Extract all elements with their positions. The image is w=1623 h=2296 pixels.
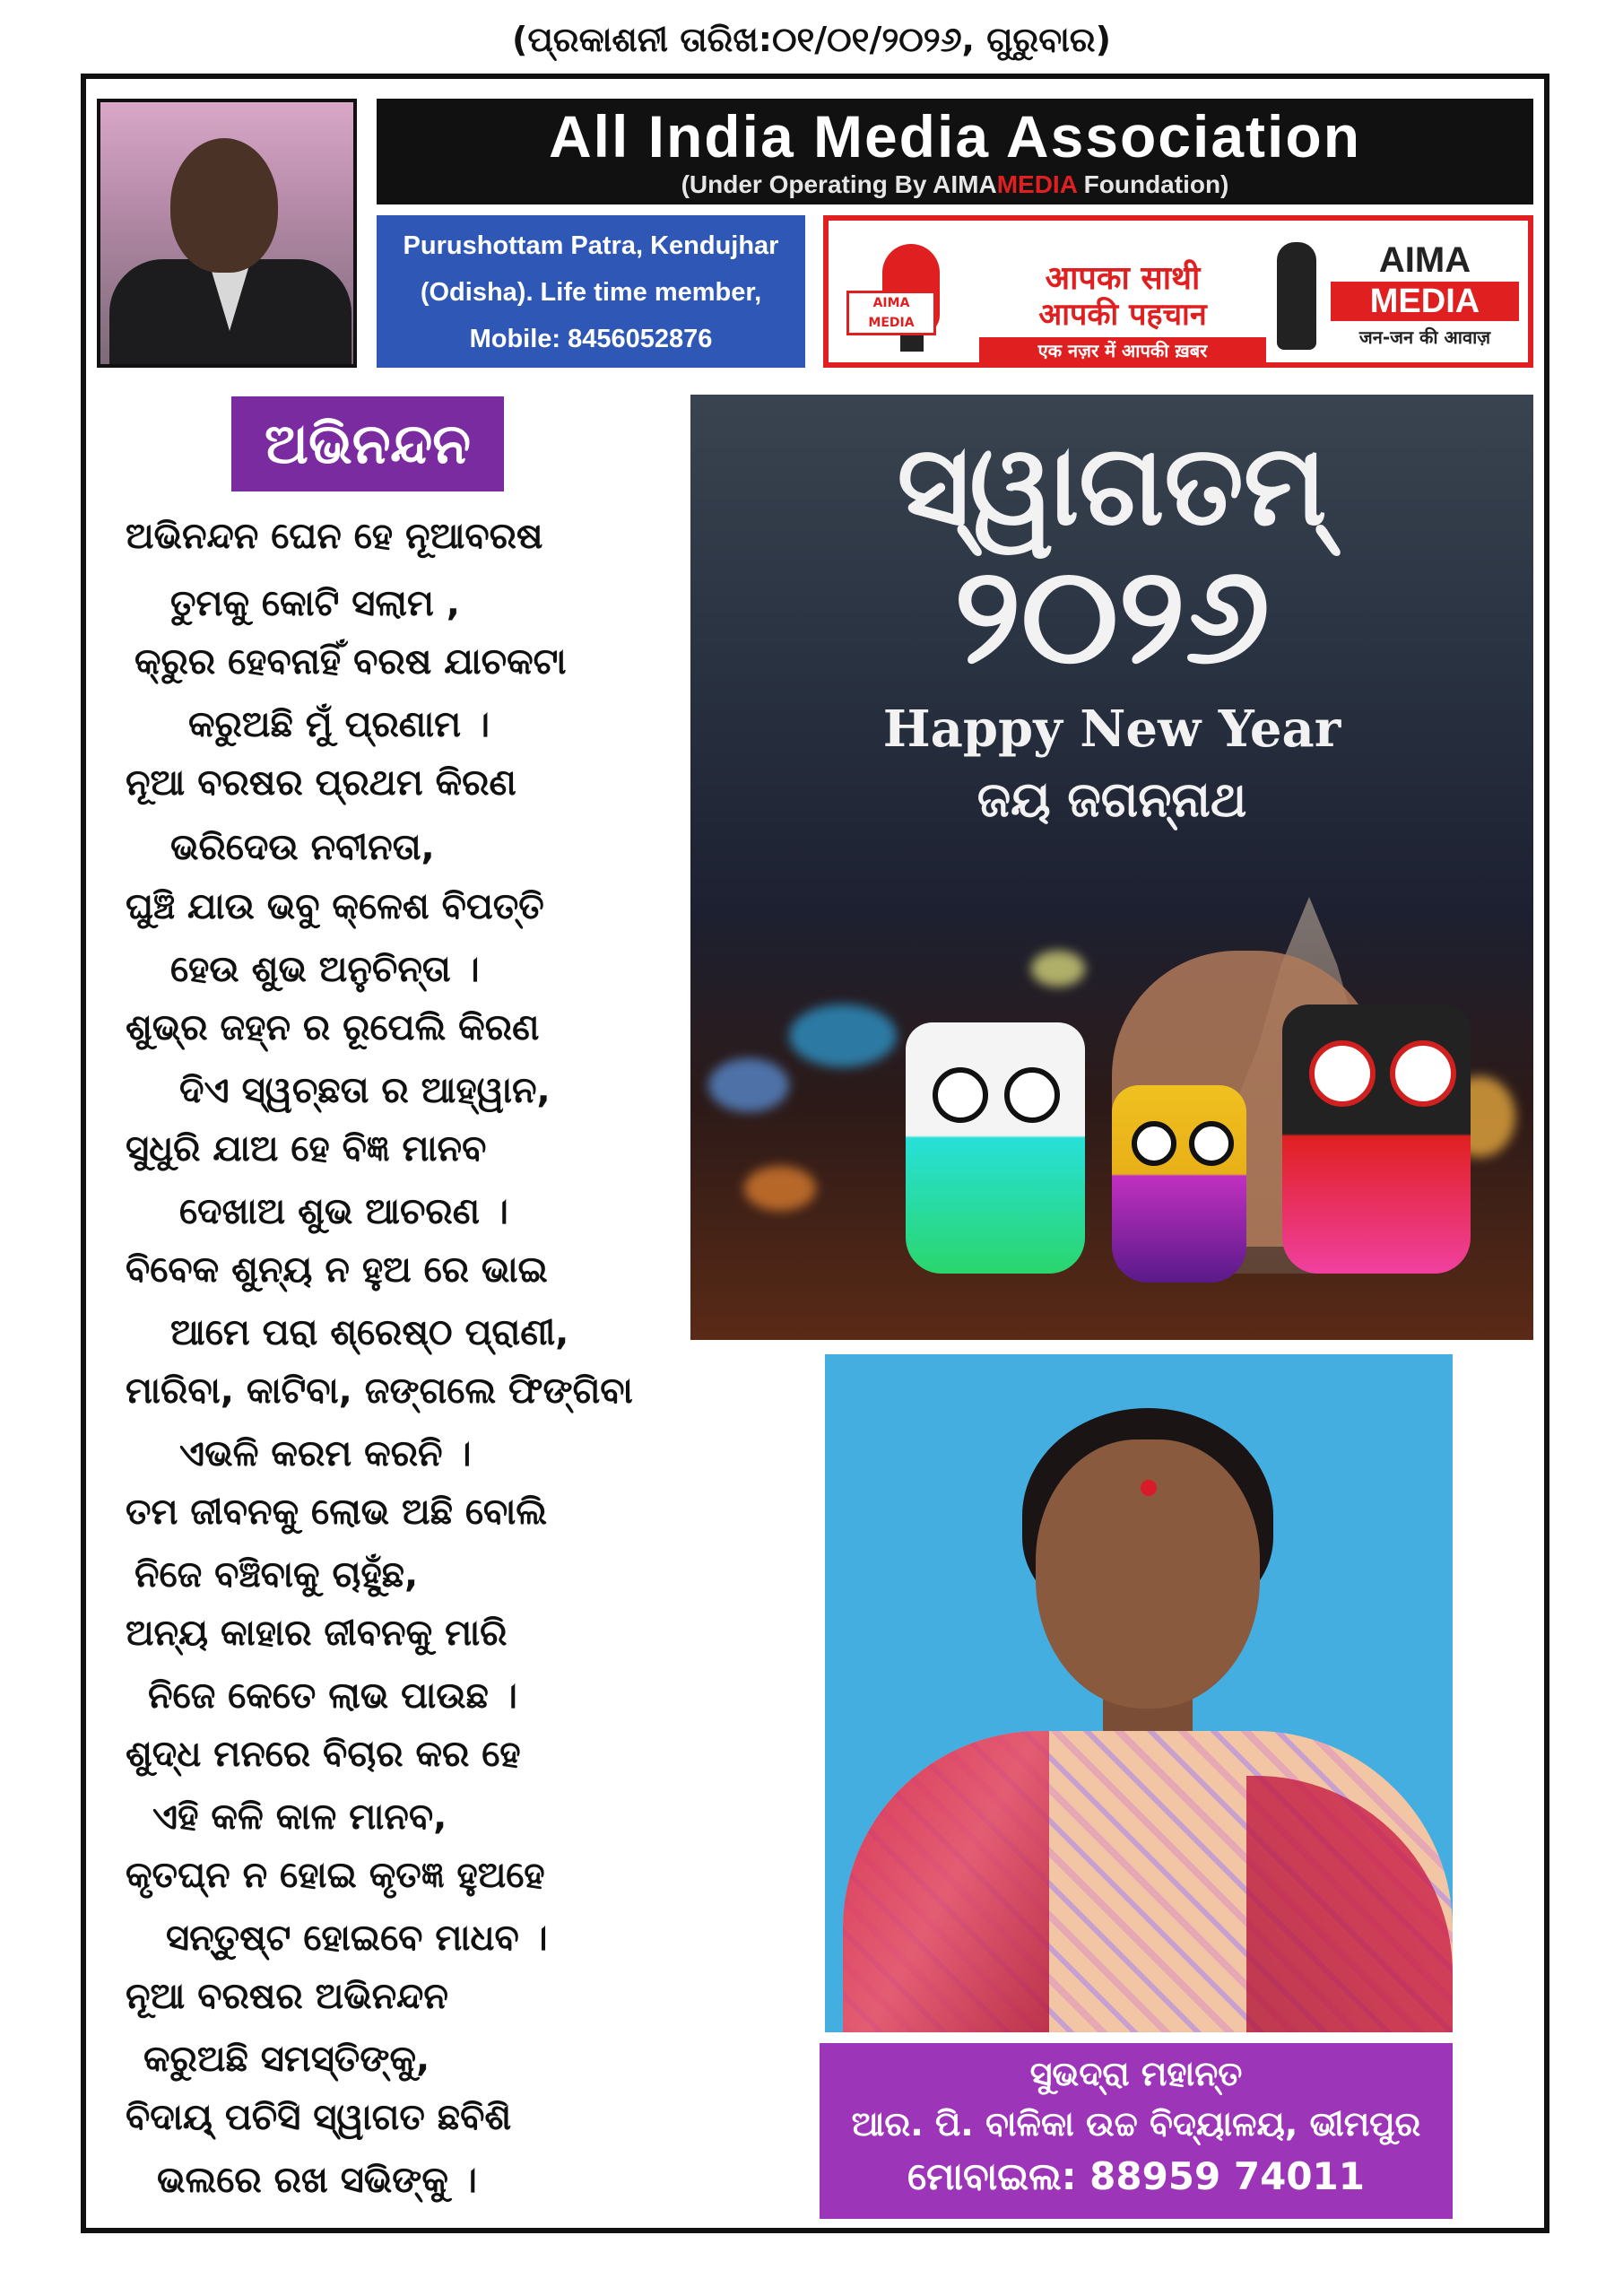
bokeh-light — [708, 1058, 789, 1112]
poem-line: ଦିଏ ସ୍ୱଚ୍ଛତା ର ଆହ୍ୱାନ, — [179, 1070, 551, 1111]
poem-line: ଶୁଭ୍ର ଜହ୍ନ ର ରୂପେଲି କିରଣ — [126, 1007, 540, 1048]
poem-line: ଅନ୍ୟ କାହାର ଜୀବନକୁ ମାରି — [126, 1613, 508, 1654]
poem-line: କୃତଘ୍ନ ନ ହୋଇ କୃତଜ୍ଞ ହୁଅହେ — [126, 1855, 545, 1896]
member-info-line: Purushottam Patra, Kendujhar — [403, 231, 779, 260]
doll-eye — [1004, 1067, 1060, 1123]
poem-line: କ୍ରୁର ହେବନାହିଁ ବରଷ ଯାଚକଟା — [135, 641, 567, 683]
greeting-year: ୨୦୨୬ — [953, 538, 1271, 694]
member-info-line: (Odisha). Life time member, — [420, 278, 762, 307]
poem-line: ହେଉ ଶୁଭ ଅନୁଚିନ୍ତା । — [170, 949, 480, 990]
poem-line: କରୁଅଛି ସମସ୍ତିଙ୍କୁ, — [143, 2039, 430, 2080]
aima-advertisement — [823, 215, 1533, 368]
poem-line: ଏଭଳି କରମ କରନି । — [179, 1433, 472, 1474]
poem-line: ଏହି କଳି କାଳ ମାନବ, — [152, 1796, 447, 1838]
mic-label — [846, 291, 936, 335]
poem-line: ସନ୍ତୁଷ୍ଟ ହୋଇବେ ମାଧବ । — [166, 1918, 548, 1959]
logo-mic-icon — [1277, 242, 1316, 350]
poem-line: କରୁଅଛି ମୁଁ ପ୍ରଣାମ । — [188, 704, 490, 745]
ad-tagline-3: एक नज़र में आपकी ख़बर — [979, 337, 1266, 364]
author-photo — [825, 1354, 1453, 2032]
greeting-text: Happy New Year — [882, 700, 1341, 759]
ad-tagline-1: आपका साथी — [1045, 260, 1201, 297]
poem-line: ଅଭିନନ୍ଦନ ଘେନ ହେ ନୂଆବରଷ — [126, 516, 543, 557]
author-photo-saree-border — [843, 1731, 1049, 2032]
bokeh-light — [744, 1166, 816, 1211]
member-photo — [97, 99, 357, 368]
poem-line: ତମ ଜୀବନକୁ ଲୋଭ ଅଛି ବୋଲି — [126, 1492, 548, 1533]
poem-title: ଅଭିନନ୍ଦନ — [231, 396, 504, 491]
org-name: All India Media Association — [548, 103, 1362, 170]
org-sub-suffix: Foundation) — [1076, 170, 1229, 198]
bokeh-light — [1031, 951, 1085, 987]
poem-line: ବିଦାୟ୍ ପଚିସି ସ୍ୱାଗତ ଛବିଶି — [126, 2097, 512, 2138]
poem-line: ତୁମକୁ କୋଟି ସଲାମ , — [170, 583, 460, 624]
poem-line: ନିଜେ ବଞ୍ଚିବାକୁ ଚାହୁଁଛ, — [135, 1554, 419, 1596]
author-mobile: ମୋବାଇଲ: 88959 74011 — [907, 2154, 1365, 2198]
poem-line: ଭଲରେ ରଖ ସଭିଙ୍କୁ । — [157, 2160, 477, 2201]
org-sub-prefix: (Under Operating By AIMA — [681, 170, 997, 198]
greeting-blessing: ଜୟ ଜଗନ୍ନାଥ — [976, 771, 1247, 828]
org-subtitle — [377, 170, 1533, 199]
author-school: ଆର. ପି. ବାଳିକା ଉଚ୍ଚ ବିଦ୍ୟାଳୟ, ଭୀମପୁର — [851, 2104, 1421, 2144]
poem-line: ନିଜେ କେତେ ଲାଭ ପାଉଛ । — [148, 1675, 517, 1717]
author-name: ସୁଭଦ୍ରା ମହାନ୍ତ — [1029, 2054, 1243, 2093]
author-photo-saree-border — [1246, 1776, 1453, 2032]
doll-eye — [1189, 1121, 1234, 1166]
author-photo-bindi — [1141, 1480, 1157, 1496]
mic-label-top: AIMA — [872, 296, 910, 310]
publication-date: (ପ୍ରକାଶନୀ ତାରିଖ:୦୧/୦୧/୨୦୨୬, ଗୁରୁବାର) — [512, 20, 1111, 59]
bokeh-light — [789, 1004, 897, 1067]
author-caption — [820, 2043, 1453, 2219]
ad-tagline-2: आपकी पहचान — [1038, 297, 1207, 333]
member-info — [377, 215, 805, 368]
org-banner — [377, 99, 1533, 204]
jagannath-doll — [1282, 1004, 1471, 1274]
ad-logo-media: MEDIA — [1331, 282, 1519, 321]
org-sub-highlight: MEDIA — [996, 170, 1077, 198]
doll-eye — [933, 1067, 988, 1123]
poem-line: ଭରିଦେଉ ନବୀନତା, — [170, 827, 435, 868]
poem-line: ଆମେ ପରା ଶ୍ରେଷ୍ଠ ପ୍ରାଣୀ, — [170, 1312, 569, 1353]
poem-line: ବିବେକ ଶୁନ୍ୟ ନ ହୁଅ ରେ ଭାଇ — [126, 1249, 548, 1291]
ad-logo-slogan: जन-जन की आवाज़ — [1358, 326, 1491, 348]
balabhadra-doll — [906, 1022, 1085, 1274]
doll-eye — [1309, 1040, 1376, 1107]
ad-logo-aima: AIMA — [1378, 240, 1471, 280]
member-photo-head — [170, 138, 278, 273]
member-info-line: Mobile: 8456052876 — [469, 325, 713, 353]
poem-line: ଘୁଞ୍ଚି ଯାଉ ଭବୁ କ୍ଳେଶ ବିପତ୍ତି — [126, 886, 544, 927]
poem-line: ଶୁଦ୍ଧ ମନରେ ବିଚାର କର ହେ — [126, 1734, 521, 1775]
greeting-title: ସ୍ୱାଗତମ୍ — [897, 422, 1327, 551]
poem-line: ନୂଆ ବରଷର ଅଭିନନ୍ଦନ — [126, 1976, 448, 2017]
poem-line: ମାରିବା, କାଟିବା, ଜଙ୍ଗଲେ ଫିଙ୍ଗିବା — [126, 1370, 633, 1412]
poem-line: ସୁଧୁରି ଯାଅ ହେ ବିଜ୍ଞ ମାନବ — [126, 1128, 487, 1170]
doll-eye — [1390, 1040, 1456, 1107]
poem-line: ଦେଖାଅ ଶୁଭ ଆଚରଣ । — [179, 1191, 508, 1232]
subhadra-doll — [1112, 1085, 1246, 1283]
mic-label-bottom: MEDIA — [868, 316, 915, 330]
new-year-greeting-image — [690, 395, 1533, 1340]
poem-line: ନୂଆ ବରଷର ପ୍ରଥମ କିରଣ — [126, 762, 516, 804]
doll-eye — [1132, 1121, 1176, 1166]
